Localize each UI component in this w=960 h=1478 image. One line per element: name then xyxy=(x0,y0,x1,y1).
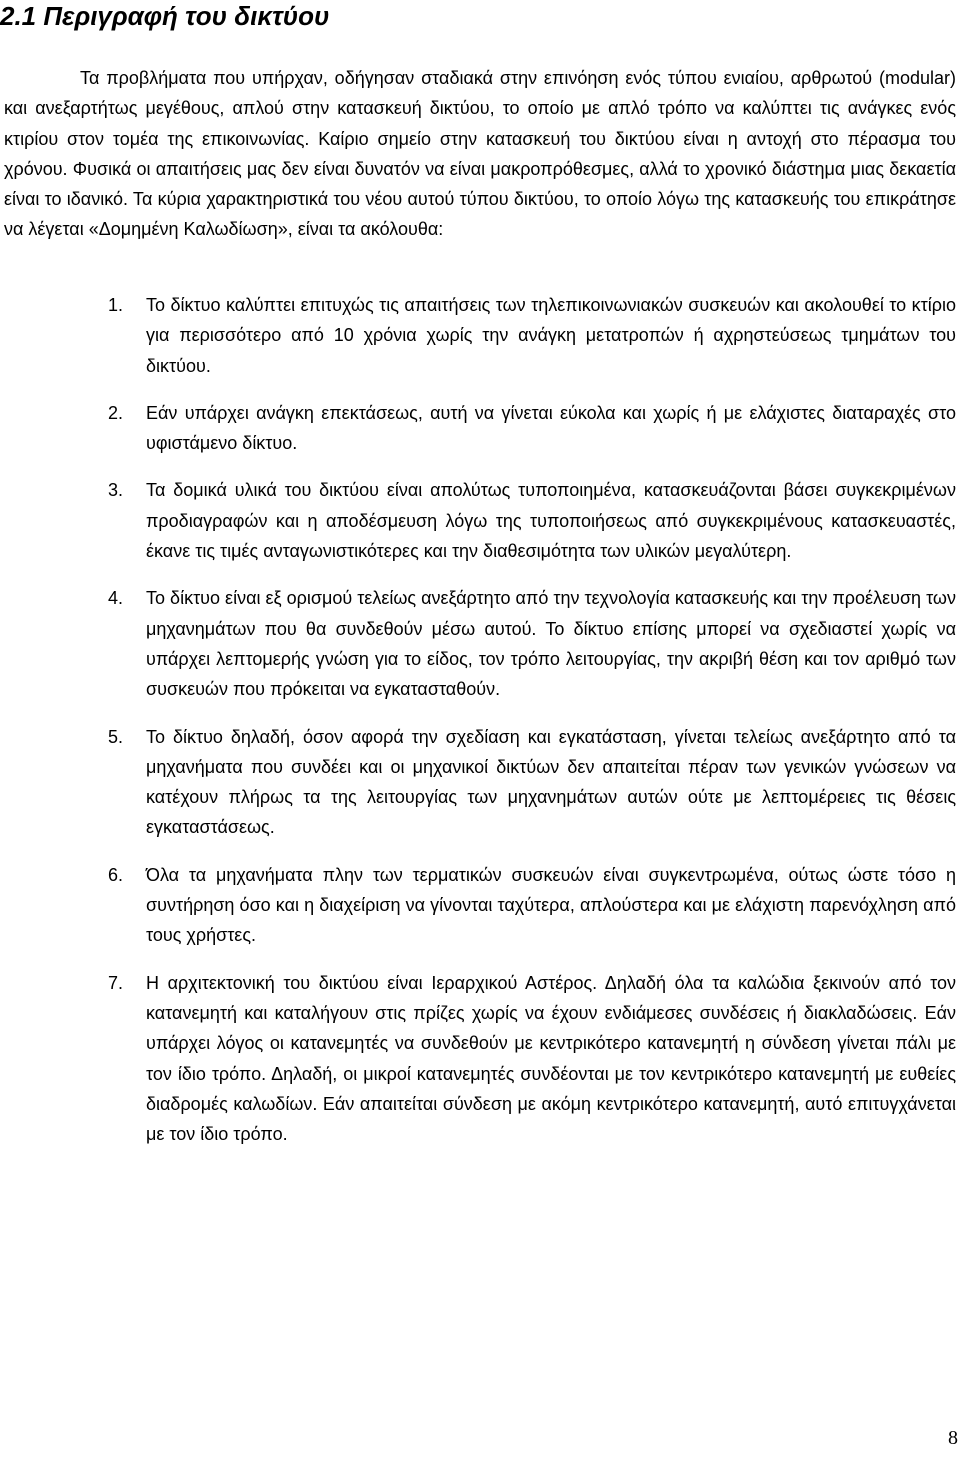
list-item-number: 7. xyxy=(108,972,124,993)
section-title: 2.1 Περιγραφή του δικτύου xyxy=(0,1,330,31)
list-item-text: Όλα τα μηχανήματα πλην των τερματικών συσκευών είναι συγκεντρωμένα, ούτως ώστε τόσο η συντήρηση όσο και η διαχείριση να γίνονται ταχύτερα, απλούστερα και με ελάχιστη παρενόχληση από τους χρήστες. xyxy=(146,864,956,946)
list-item-number: 3. xyxy=(108,480,124,501)
list-item xyxy=(0,398,956,459)
list-item xyxy=(0,968,956,1150)
list-item-text: Εάν υπάρχει ανάγκη επεκτάσεως, αυτή να γίνεται εύκολα και χωρίς ή με ελάχιστες διαταραχές στο υφιστάμενο δίκτυο. xyxy=(146,402,956,454)
list-item-text: Το δίκτυο καλύπτει επιτυχώς τις απαιτήσεις των τηλεπικοινωνιακών συσκευών και ακολουθεί το κτίριο για περισσότερο από 10 χρόνια χωρίς την ανάγκη μετατροπών ή αχρηστεύσεως τμημάτων του δικτύου. xyxy=(146,295,956,376)
list-item xyxy=(0,722,956,843)
list-item-text: Το δίκτυο δηλαδή, όσον αφορά την σχεδίαση και εγκατάσταση, γίνεται τελείως ανεξάρτητο από τα μηχανήματα που συνδέει και οι μηχανικοί δικτύων δεν απαιτείται πέραν των γενικών γνώσεων να κατέχουν πλήρως τα της λειτουργίας των μηχανημάτων αυτών ούτε με λεπτομέρειες τις θέσεις εγκαταστάσεως. xyxy=(146,726,956,838)
characteristics-list xyxy=(0,290,956,1166)
list-item-number: 2. xyxy=(108,402,124,423)
list-item-text: Το δίκτυο είναι εξ ορισμού τελείως ανεξάρτητο από την τεχνολογία κατασκευής και την προέλευση των μηχανημάτων που θα συνδεθούν μέσω αυτού. Το δίκτυο επίσης μπορεί να σχεδιαστεί χωρίς να υπάρχει λεπτομερής γνώση για το είδος, τον τρόπο λειτουργίας, την ακριβή θέση και τον αριθμό των συσκευών που πρόκειται να εγκατασταθούν. xyxy=(146,588,956,700)
list-item-number: 6. xyxy=(108,864,124,885)
page-number: 8 xyxy=(948,1427,958,1449)
list-item xyxy=(0,475,956,566)
list-item-text: Τα δομικά υλικά του δικτύου είναι απολύτως τυποποιημένα, κατασκευάζονται βάσει συγκεκριμένων προδιαγραφών και η αποδέσμευση λόγω της τυποποιήσεως από συγκεκριμένους κατασκευαστές, έκανε τις τιμές ανταγωνιστικότερες και την διαθεσιμότητα των υλικών μεγαλύτερη. xyxy=(146,480,956,562)
list-item xyxy=(0,583,956,704)
list-item xyxy=(0,860,956,951)
intro-paragraph: Τα προβλήματα που υπήρχαν, οδήγησαν σταδιακά στην επινόηση ενός τύπου ενιαίου, αρθρωτού (modular) και ανεξαρτήτως μεγέθους, απλού στην κατασκευή δικτύου, το οποίο με απλό τρόπο να καλύπτει τις ανάγκες ενός κτιρίου στον τομέα της επικοινωνίας. Καίριο σημείο στην κατασκευή του δικτύου είναι η αντοχή στο πέρασμα του χρόνου. Φυσικά οι απαιτήσεις μας δεν είναι δυνατόν να είναι μακροπρόθεσμες, αλλά το χρονικό διάστημα μιας δεκαετία είναι το ιδανικό. Τα κύρια χαρακτηριστικά του νέου αυτού τύπου δικτύου, το οποίο λόγω της κατασκευής του επικράτησε να λέγεται «Δομημένη Καλωδίωση», είναι τα ακόλουθα: xyxy=(4,68,956,240)
list-item-number: 4. xyxy=(108,588,124,609)
list-item xyxy=(0,290,956,381)
list-item-number: 1. xyxy=(108,295,124,315)
list-item-number: 5. xyxy=(108,726,124,747)
list-item-text: Η αρχιτεκτονική του δικτύου είναι Ιεραρχικού Αστέρος. Δηλαδή όλα τα καλώδια ξεκινούν από τον κατανεμητή και καταλήγουν στις πρίζες χωρίς να έχουν ενδιάμεσες συνδέσεις ή διακλαδώσεις. Εάν υπάρχει λόγος οι κατανεμητές να συνδεθούν με κεντρικότερο κατανεμητή η σύνδεση γίνεται πάλι με τον ίδιο τρόπο. Δηλαδή, οι μικροί κατανεμητές συνδέονται με τον κεντρικότερο κατανεμητή με ευθείες διαδρομές καλωδίων. Εάν απαιτείται σύνδεση με ακόμη κεντρικότερο κατανεμητή, αυτό επιτυγχάνεται με τον ίδιο τρόπο. xyxy=(146,972,956,1145)
